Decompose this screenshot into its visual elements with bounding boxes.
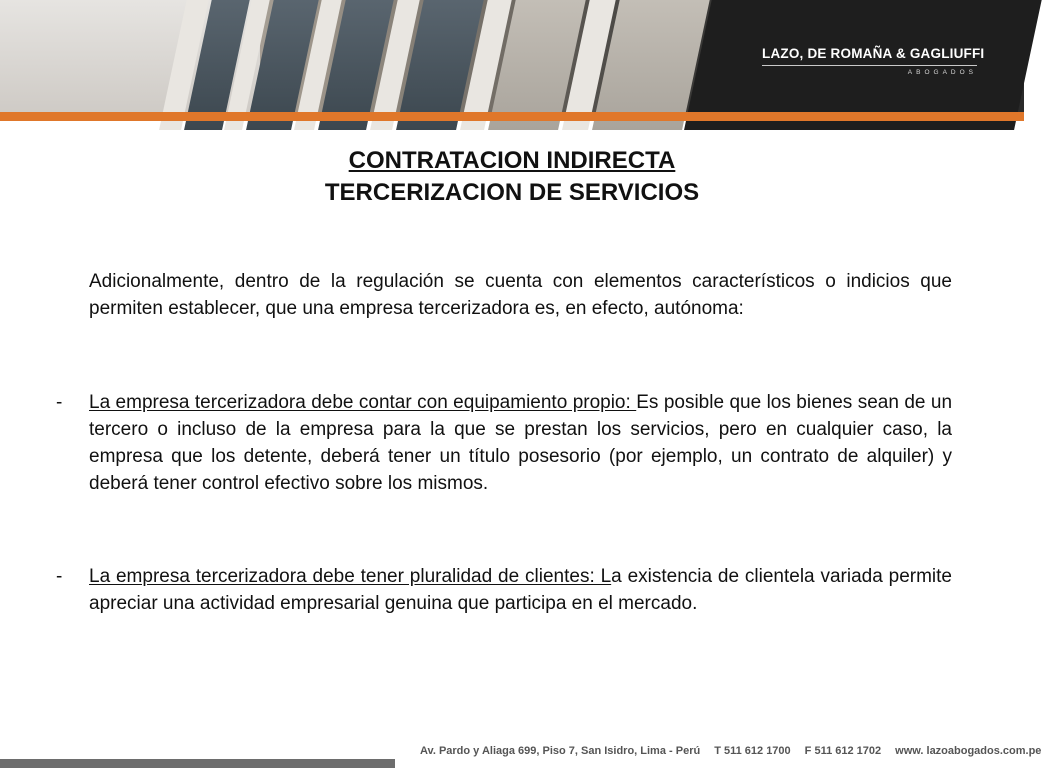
bullet-dash: - bbox=[56, 566, 63, 587]
header-banner bbox=[0, 0, 1024, 112]
intro-paragraph: Adicionalmente, dentro de la regulación se cuenta con elementos característicos o indicios que permiten establecer, que una empresa tercerizadora es, en efecto, autónoma: bbox=[89, 271, 952, 319]
firm-subtitle: ABOGADOS bbox=[907, 69, 977, 76]
footer-fax: F 511 612 1702 bbox=[804, 745, 882, 757]
bullet-heading: La empresa tercerizadora debe tener pluralidad de clientes: L bbox=[89, 566, 612, 587]
bullet-item bbox=[48, 563, 952, 617]
footer-phone: T 511 612 1700 bbox=[714, 745, 791, 757]
bullet-dash: - bbox=[56, 392, 63, 413]
slide-title bbox=[0, 145, 1024, 209]
accent-bar bbox=[0, 112, 1024, 121]
footer-website: www. lazoabogados.com.pe bbox=[895, 745, 1042, 757]
footer-contact bbox=[420, 745, 1042, 757]
footer-bar bbox=[0, 759, 395, 768]
bullet-body: Es posible que los bienes sean de un tercero o incluso de la empresa para la que se prestan los servicios, pero en cualquier caso, la empresa que los detente, deberá tener un título posesorio (por ejemplo, un contrato de alquiler) y deberá tener control efectivo sobre los mismos. bbox=[89, 392, 953, 494]
logo-divider bbox=[762, 65, 977, 66]
bullet-text bbox=[89, 389, 952, 497]
firm-logo bbox=[762, 46, 985, 86]
footer-address: Av. Pardo y Aliaga 699, Piso 7, San Isidro, Lima - Perú bbox=[420, 745, 701, 757]
title-line-1: CONTRATACION INDIRECTA bbox=[348, 147, 676, 174]
bullet-text bbox=[89, 563, 952, 617]
firm-name: LAZO, DE ROMAÑA & GAGLIUFFI bbox=[762, 46, 985, 61]
bullet-item bbox=[48, 389, 952, 497]
bullet-heading: La empresa tercerizadora debe contar con equipamiento propio: bbox=[89, 392, 637, 413]
bullet-body: a existencia de clientela variada permite apreciar una actividad empresarial genuina que participa en el mercado. bbox=[89, 566, 952, 614]
title-line-2: TERCERIZACION DE SERVICIOS bbox=[324, 179, 700, 206]
